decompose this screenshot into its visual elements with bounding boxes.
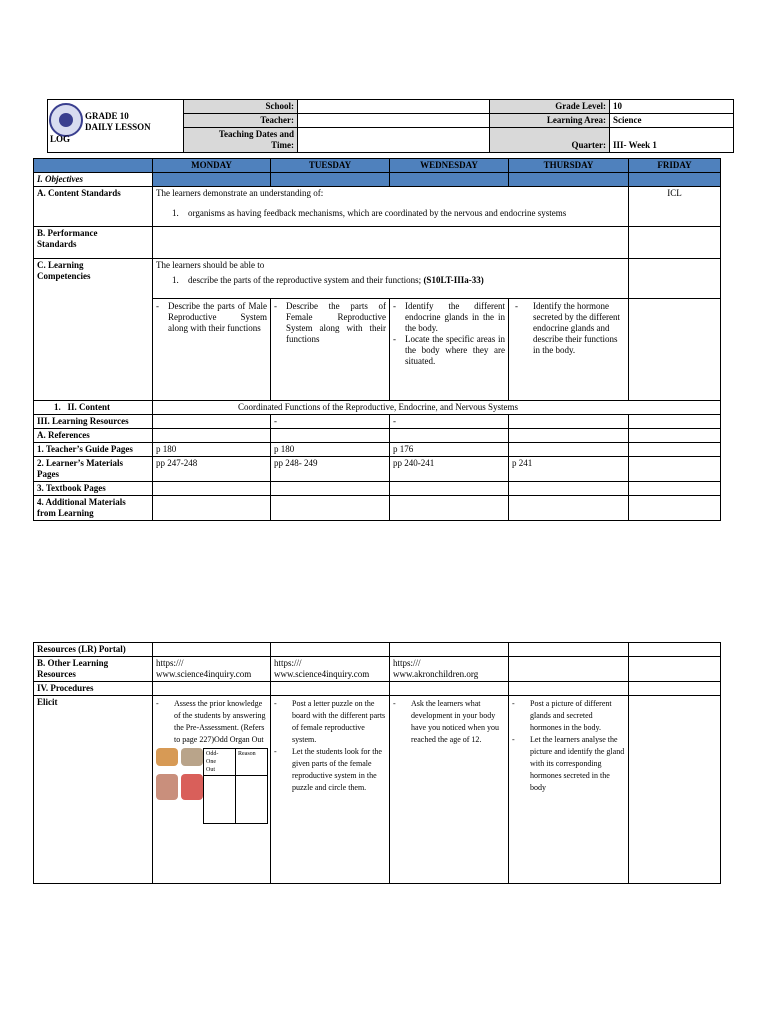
learning-area-label: Learning Area:: [490, 114, 610, 128]
references-label: A. References: [34, 429, 153, 443]
day-header-thursday: THURSDAY: [509, 159, 629, 173]
school-field[interactable]: [298, 100, 490, 114]
header-table: [47, 99, 734, 153]
learning-competencies-item: describe the parts of the reproductive system and their functions;: [188, 275, 422, 285]
lm-thursday: p 241: [509, 457, 629, 482]
elicit-tuesday: - Post a letter puzzle on the board with the different parts of female reproductive system. - Let the students look for the given parts of the female reproductive system in the puzzle and circle them.: [271, 696, 390, 884]
competency-thursday: - Identify the hormone secreted by the different endocrine glands and describe their functions in the body.: [509, 299, 629, 401]
procedures-label: IV. Procedures: [34, 682, 153, 696]
organ-picture-icon: [181, 774, 203, 800]
competency-wednesday: - Identify the different endocrine glands in the in the body. - Locate the specific areas in the body where they are situated.: [390, 299, 509, 401]
learning-resources-label: III. Learning Resources: [34, 415, 153, 429]
learners-materials-label: 2. Learner’s Materials Pages: [34, 457, 153, 482]
teacher-field[interactable]: [298, 114, 490, 128]
dll-title-cell: [48, 100, 184, 153]
lm-monday: pp 247-248: [153, 457, 271, 482]
grade-level-label: Grade Level:: [490, 100, 610, 114]
tg-wednesday: p 176: [390, 443, 509, 457]
dates-label: Teaching Dates and Time:: [184, 128, 298, 153]
content-standards-item: organisms as having feedback mechanisms, which are coordinated by the nervous and endocrine systems: [188, 208, 567, 218]
content-label: 1. II. Content: [34, 401, 153, 415]
learning-area-value: Science: [610, 114, 734, 128]
additional-materials-label: 4. Additional Materials from Learning: [34, 496, 153, 521]
elicit-thursday: - Post a picture of different glands and secreted hormones in the body. - Let the learners analyse the picture and identify the gland with its corresponding hormones secreted in the body: [509, 696, 629, 884]
content-standards-cell: The learners demonstrate an understanding of: 1. organisms as having feedback mechanisms, which are coordinated by the nervous and endocrine systems: [153, 187, 629, 227]
day-header-tuesday: TUESDAY: [271, 159, 390, 173]
content-value: Coordinated Functions of the Reproductive, Endocrine, and Nervous Systems: [153, 401, 721, 415]
elicit-label: Elicit: [34, 696, 153, 884]
performance-standards-label: B. Performance Standards: [34, 227, 153, 259]
other-resources-tuesday[interactable]: https:/// www.science4inquiry.com: [271, 657, 390, 682]
lr-portal-label: Resources (LR) Portal): [34, 643, 153, 657]
quarter-value: III- Week 1: [610, 128, 734, 153]
dll-main-table: MONDAY TUESDAY WEDNESDAY THURSDAY FRIDAY I. Objectives A. Content Standards The learners demonstrate an understanding of: 1. organisms as having feedback mechanisms, which are coordinated by the nervous and endocrine systems ICL B. Performance Standards C. Learning Competencies The learners should be able to 1. describe the parts of the reproductive system and their functions; (S10LT-IIIa-33) - Describe the parts of Male Reproductive System along with their functions - Describe the parts of Female Reproductive System along with their functions - Identify the different endocrine glands in the in the body. - Locate the specific areas in the body where they are situated. - Identify the hormone secreted by the different endocrine glands and describe their functions in the body. 1. II. Content Coordinated Functions of the Reproductive, Endocrine, and Nervous Systems III. Learning Resources - - A. References 1. Teacher’s Guide Pages p 180 p 180 p 176 2. Learner’s Materials Pages pp 247-248 pp 248- 249 pp 240-241 p 241 3. Textbook Pages 4. Additional Materials from Learning: [33, 158, 721, 521]
competency-tuesday: - Describe the parts of Female Reproductive System along with their functions: [271, 299, 390, 401]
other-resources-wednesday[interactable]: https:/// www.akronchildren.org: [390, 657, 509, 682]
teachers-guide-label: 1. Teacher’s Guide Pages: [34, 443, 153, 457]
content-standards-intro: The learners demonstrate an understanding of:: [156, 188, 324, 198]
objectives-label: I. Objectives: [34, 173, 153, 187]
competency-code: (S10LT-IIIa-33): [423, 275, 484, 285]
lm-wednesday: pp 240-241: [390, 457, 509, 482]
teacher-label: Teacher:: [184, 114, 298, 128]
deped-seal-icon: [49, 103, 83, 137]
quarter-label: Quarter:: [490, 128, 610, 153]
elicit-wednesday: - Ask the learners what development in your body have you noticed when you reached the age of 12.: [390, 696, 509, 884]
textbook-label: 3. Textbook Pages: [34, 482, 153, 496]
organ-picture-icon: [156, 748, 178, 766]
tg-tuesday: p 180: [271, 443, 390, 457]
other-resources-label: B. Other Learning Resources: [34, 657, 153, 682]
title-line-3: LOG: [50, 134, 71, 144]
day-header-blank: [34, 159, 153, 173]
grade-level-value: 10: [610, 100, 734, 114]
organ-picture-icon: [181, 748, 203, 766]
organ-picture-icon: [156, 774, 178, 800]
school-label: School:: [184, 100, 298, 114]
lm-tuesday: pp 248- 249: [271, 457, 390, 482]
odd-one-out-table: Odd- One Out Reason: [203, 748, 268, 824]
learning-competencies-label: C. Learning Competencies: [34, 259, 153, 401]
title-line-2: DAILY LESSON: [85, 122, 151, 132]
tg-monday: p 180: [153, 443, 271, 457]
content-standards-label: A. Content Standards: [34, 187, 153, 227]
other-resources-monday[interactable]: https:/// www.science4inquiry.com: [153, 657, 271, 682]
friday-icl: ICL: [629, 187, 721, 227]
dates-field[interactable]: [298, 128, 490, 153]
performance-standards-cell: [153, 227, 629, 259]
dll-continued-table: [33, 642, 721, 884]
day-header-wednesday: WEDNESDAY: [390, 159, 509, 173]
elicit-monday: - Assess the prior knowledge of the students by answering the Pre-Assessment. (Refers to page 227)Odd Organ Out Odd- One Out Reason: [153, 696, 271, 884]
competency-monday: - Describe the parts of Male Reproductive System along with their functions: [153, 299, 271, 401]
learning-competencies-cell: The learners should be able to 1. describe the parts of the reproductive system and their functions; (S10LT-IIIa-33): [153, 259, 629, 299]
day-header-monday: MONDAY: [153, 159, 271, 173]
day-header-friday: FRIDAY: [629, 159, 721, 173]
title-line-1: GRADE 10: [85, 111, 129, 121]
learning-competencies-intro: The learners should be able to: [156, 260, 265, 270]
